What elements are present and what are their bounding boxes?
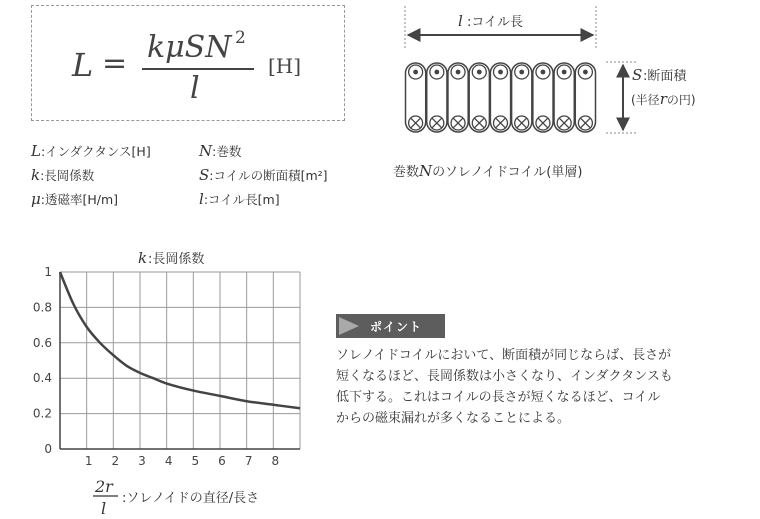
formula-lhs: L: [72, 46, 94, 84]
length-symbol: l: [458, 12, 463, 30]
point-line: 短くなるほど、長岡係数は小さくなり、インダクタンスも: [336, 369, 673, 384]
chart-title-symbol: k: [138, 249, 148, 267]
y-tick-label: 0.2: [32, 406, 52, 421]
legend-text: :コイル長[m]: [203, 192, 280, 207]
formula-denominator: l: [190, 71, 200, 106]
legend-symbol: μ: [31, 190, 41, 208]
x-tick-label: 6: [218, 454, 226, 468]
xlabel-denominator: l: [101, 499, 107, 518]
formula-box: [31, 5, 345, 121]
current-out-dot: [434, 70, 439, 75]
formula-fraction-bar: [142, 68, 254, 70]
y-tick-label: 0.6: [32, 335, 52, 350]
area-note: (半径rの円): [631, 90, 696, 108]
formula-unit: [H]: [268, 54, 302, 78]
legend-symbol: l: [199, 190, 204, 208]
current-out-dot: [519, 70, 524, 75]
legend-symbol: N: [199, 142, 213, 160]
current-out-dot: [562, 70, 567, 75]
point-line: 低下する。これはコイルの長さが短くなるほど、コイル: [336, 390, 661, 405]
formula-equals: =: [102, 46, 128, 81]
chart-title: :長岡係数: [148, 252, 205, 267]
formula-exponent: 2: [235, 28, 246, 48]
x-tick-label: 5: [191, 454, 200, 468]
chart-lines: [60, 272, 300, 408]
current-out-dot: [541, 70, 546, 75]
y-tick-label: 0.4: [32, 371, 52, 386]
legend-item-area: [199, 166, 328, 184]
chart-grid: [60, 272, 300, 449]
legend-symbol: L: [31, 142, 41, 160]
y-tick-label: 0: [44, 442, 52, 456]
legend-text: :インダクタンス[H]: [40, 144, 151, 159]
y-tick-label: 1: [44, 265, 52, 279]
legend-symbol: k: [31, 166, 41, 184]
x-tick-label: 1: [84, 454, 93, 468]
area-label: :断面積: [643, 69, 687, 84]
current-out-dot: [413, 70, 418, 75]
point-line: ソレノイドコイルにおいて、断面積が同じならば、長さが: [336, 348, 672, 363]
point-badge: [336, 314, 445, 338]
nagaoka-chart: [0, 240, 320, 519]
x-tick-label: 7: [244, 454, 253, 468]
coil-caption: 巻数Nのソレノイドコイル(単層): [393, 162, 583, 180]
area-symbol: S: [632, 66, 643, 84]
play-arrow-icon: [339, 317, 363, 335]
current-out-dot: [583, 70, 588, 75]
legend-text: :巻数: [212, 144, 242, 159]
legend-text: :透磁率[H/m]: [40, 192, 119, 207]
current-out-dot: [456, 70, 461, 75]
x-tick-label: 8: [271, 454, 280, 468]
x-tick-label: 3: [138, 454, 146, 468]
current-out-dot: [477, 70, 482, 75]
point-text: [336, 345, 736, 429]
xlabel-text: :ソレノイドの直径/長さ: [122, 491, 260, 506]
x-tick-label: 4: [164, 454, 173, 468]
coil-diagram: [380, 0, 760, 190]
y-tick-label: 0.8: [32, 300, 52, 315]
coil-turns: [406, 63, 596, 132]
legend-text: :長岡係数: [40, 168, 95, 183]
formula-numerator: kμSN: [147, 30, 232, 65]
legend-item-length: [199, 190, 280, 208]
chart-axes: [60, 272, 300, 449]
point-line: からの磁束漏れが多くなることによる。: [336, 411, 571, 426]
legend-item-nagaoka: [31, 166, 94, 184]
legend-symbol: S: [199, 166, 210, 184]
length-label: :コイル長: [467, 15, 523, 30]
xlabel-numerator: 2r: [95, 477, 113, 496]
nagaoka-curve: [60, 272, 300, 408]
x-tick-label: 2: [111, 454, 120, 468]
point-label: ポイント: [370, 320, 423, 334]
legend-item-permeability: [31, 190, 118, 208]
legend-item-inductance: [31, 142, 151, 160]
legend-item-turns: [199, 142, 241, 160]
legend-text: :コイルの断面積[m²]: [209, 168, 328, 183]
current-out-dot: [498, 70, 503, 75]
